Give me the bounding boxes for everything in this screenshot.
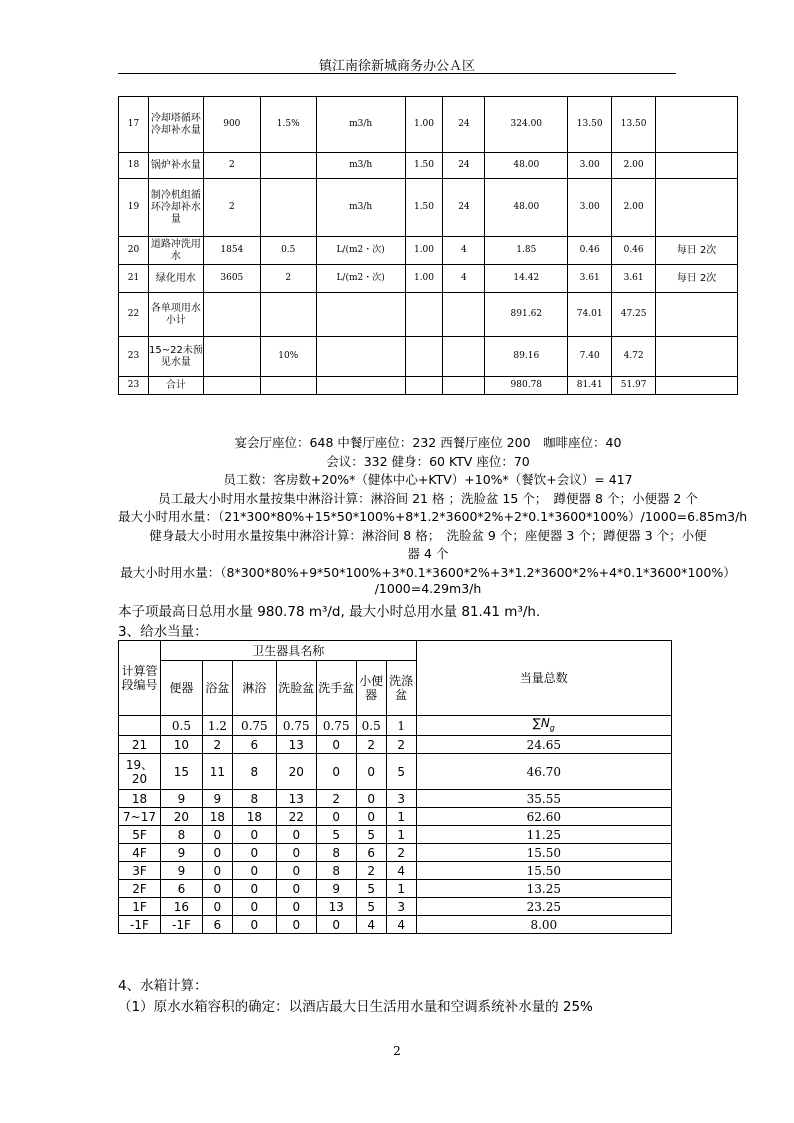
note: [656, 337, 738, 377]
equivalent-total: 15.50: [416, 844, 671, 862]
fixture-count: 0: [276, 880, 316, 898]
daily-usage: 1.85: [485, 237, 568, 265]
segment-id: 7~17: [119, 808, 161, 826]
item-name: 合计: [148, 377, 203, 395]
fixture-count: 0: [316, 754, 356, 790]
fixture-equivalent: 0.5: [160, 716, 202, 736]
quantity: 900: [203, 97, 260, 153]
fixture-count: 8: [232, 790, 276, 808]
unit: m3/h: [316, 97, 405, 153]
row-number: 20: [119, 237, 149, 265]
max-hourly: 13.50: [568, 97, 612, 153]
coefficient: 1.50: [405, 179, 443, 237]
text-line-2: 会议：332 健身：60 KTV 座位：70: [326, 454, 530, 469]
segment-header: 计算管段编号: [119, 641, 161, 716]
fixture-count: 0: [202, 898, 232, 916]
hours: [443, 377, 485, 395]
text-line-7: 器 4 个: [407, 546, 449, 561]
table-row: [119, 377, 738, 395]
fixture-count: 0: [356, 754, 386, 790]
avg-hourly: 2.00: [612, 179, 656, 237]
standard: [260, 153, 316, 179]
fixture-count: 0: [276, 862, 316, 880]
fixture-count: 22: [276, 808, 316, 826]
coefficient: 1.00: [405, 237, 443, 265]
coefficient: [405, 377, 443, 395]
fixture-count: 6: [356, 844, 386, 862]
equivalent-total: 13.25: [416, 880, 671, 898]
fixture-count: 3: [386, 790, 416, 808]
unit: m3/h: [316, 179, 405, 237]
standard: 10%: [260, 337, 316, 377]
segment-id: 2F: [119, 880, 161, 898]
fixture-name: 洗脸盆: [276, 661, 316, 716]
max-hourly: 74.01: [568, 293, 612, 337]
coefficient: 1.50: [405, 153, 443, 179]
table-row: [119, 844, 672, 862]
equivalent-total: 8.00: [416, 916, 671, 934]
fixture-count: 2: [356, 736, 386, 754]
summary-line: 本子项最高日总用水量 980.78 m³/d, 最大小时总用水量 81.41 m³/h.: [118, 604, 541, 620]
equivalent-total: 15.50: [416, 862, 671, 880]
segment-id: 18: [119, 790, 161, 808]
segment-id: -1F: [119, 916, 161, 934]
fixture-count: 0: [316, 916, 356, 934]
fixture-count: 2: [316, 790, 356, 808]
quantity: 2: [203, 153, 260, 179]
fixture-count: -1F: [160, 916, 202, 934]
fixture-count: 0: [232, 844, 276, 862]
fixture-count: 2: [386, 844, 416, 862]
item-name: 绿化用水: [148, 265, 203, 293]
standard: 0.5: [260, 237, 316, 265]
fixture-count: 2: [356, 862, 386, 880]
item-name: 各单项用水小计: [148, 293, 203, 337]
daily-usage: 89.16: [485, 337, 568, 377]
fixture-count: 9: [202, 790, 232, 808]
item-name: 道路冲洗用水: [148, 237, 203, 265]
fixture-count: 8: [316, 844, 356, 862]
fixture-count: 0: [202, 826, 232, 844]
segment-id: 21: [119, 736, 161, 754]
note: [656, 179, 738, 237]
hours: [443, 337, 485, 377]
table-row: [119, 826, 672, 844]
fixture-count: 0: [232, 916, 276, 934]
avg-hourly: 51.97: [612, 377, 656, 395]
table-row: [119, 790, 672, 808]
fixture-equivalent: 0.75: [316, 716, 356, 736]
fixture-group-header: 卫生器具名称: [160, 641, 416, 661]
row-number: 19: [119, 179, 149, 237]
unit: [316, 377, 405, 395]
fixture-name: 便器: [160, 661, 202, 716]
fixture-count: 0: [356, 808, 386, 826]
fixture-count: 6: [232, 736, 276, 754]
table-row: [119, 754, 672, 790]
equivalent-total: 23.25: [416, 898, 671, 916]
fixture-equivalent: 0.75: [232, 716, 276, 736]
avg-hourly: 13.50: [612, 97, 656, 153]
fixture-equivalent: 0.75: [276, 716, 316, 736]
equivalent-total: 24.65: [416, 736, 671, 754]
item-name: 冷却塔循环冷却补水量: [148, 97, 203, 153]
unit: m3/h: [316, 153, 405, 179]
daily-usage: 48.00: [485, 153, 568, 179]
equivalent-total: 46.70: [416, 754, 671, 790]
quantity: 1854: [203, 237, 260, 265]
fixture-count: 6: [160, 880, 202, 898]
fixture-name: 淋浴: [232, 661, 276, 716]
fixture-equivalent: 0.5: [356, 716, 386, 736]
fixture-count: 0: [276, 898, 316, 916]
sum-label: ∑N: [532, 716, 550, 730]
fixture-count: 13: [316, 898, 356, 916]
fixture-count: 0: [276, 844, 316, 862]
max-hourly: 81.41: [568, 377, 612, 395]
fixture-count: 20: [276, 754, 316, 790]
max-hourly: 0.46: [568, 237, 612, 265]
fixture-count: 4: [356, 916, 386, 934]
fixture-name: 洗涤盆: [386, 661, 416, 716]
fixture-count: 3: [386, 898, 416, 916]
fixture-count: 9: [316, 880, 356, 898]
fixture-name: 洗手盆: [316, 661, 356, 716]
fixture-equivalent-table: [118, 640, 672, 934]
fixture-count: 13: [276, 790, 316, 808]
fixture-count: 5: [386, 754, 416, 790]
section-4-item-1: （1）原水水箱容积的确定：以酒店最大日生活用水量和空调系统补水量的 25%: [118, 999, 593, 1015]
fixture-count: 0: [232, 880, 276, 898]
equivalent-total: 62.60: [416, 808, 671, 826]
sum-symbol: [416, 716, 671, 736]
row-number: 18: [119, 153, 149, 179]
daily-usage: 14.42: [485, 265, 568, 293]
note: [656, 153, 738, 179]
fixture-name: 浴盆: [202, 661, 232, 716]
header-rule: [118, 73, 676, 74]
fixture-count: 5: [356, 898, 386, 916]
daily-usage: 980.78: [485, 377, 568, 395]
standard: [260, 179, 316, 237]
coefficient: 1.00: [405, 265, 443, 293]
section-4-heading: 4、水箱计算：: [118, 978, 208, 994]
fixture-count: 8: [316, 862, 356, 880]
fixture-count: 1: [386, 826, 416, 844]
fixture-count: 5: [316, 826, 356, 844]
fixture-count: 2: [202, 736, 232, 754]
hours: 24: [443, 97, 485, 153]
note: [656, 377, 738, 395]
table-row: [119, 153, 738, 179]
coefficient: 1.00: [405, 97, 443, 153]
fixture-count: 9: [160, 844, 202, 862]
text-line-9: /1000=4.29m3/h: [374, 581, 482, 596]
quantity: 3605: [203, 265, 260, 293]
fixture-count: 0: [202, 862, 232, 880]
hours: 4: [443, 265, 485, 293]
fixture-name: 小便器: [356, 661, 386, 716]
avg-hourly: 47.25: [612, 293, 656, 337]
fixture-count: 0: [202, 880, 232, 898]
fixture-count: 11: [202, 754, 232, 790]
text-line-1: 宴会厅座位：648 中餐厅座位：232 西餐厅座位 200 咖啡座位：40: [234, 435, 622, 450]
hours: 24: [443, 179, 485, 237]
text-line-3: 员工数：客房数+20%*（健体中心+KTV）+10%*（餐饮+会议）= 417: [223, 472, 633, 487]
row-number: 17: [119, 97, 149, 153]
fixture-count: 4: [386, 862, 416, 880]
daily-usage: 324.00: [485, 97, 568, 153]
hours: 24: [443, 153, 485, 179]
quantity: [203, 337, 260, 377]
segment-id: 3F: [119, 862, 161, 880]
fixture-count: 0: [232, 898, 276, 916]
coefficient: [405, 337, 443, 377]
water-usage-table: [118, 96, 738, 395]
fixture-count: 13: [276, 736, 316, 754]
table-row: [119, 736, 672, 754]
unit: L/(m2・次): [316, 265, 405, 293]
sum-subscript: g: [549, 723, 555, 733]
fixture-count: 0: [316, 808, 356, 826]
fixture-count: 18: [232, 808, 276, 826]
max-hourly: 7.40: [568, 337, 612, 377]
hours: [443, 293, 485, 337]
fixture-count: 9: [160, 862, 202, 880]
segment-id: 4F: [119, 844, 161, 862]
fixture-count: 5: [356, 880, 386, 898]
fixture-count: 6: [202, 916, 232, 934]
table-row: [119, 862, 672, 880]
fixture-count: 1: [386, 808, 416, 826]
row-number: 21: [119, 265, 149, 293]
table-row: [119, 97, 738, 153]
row-number: 22: [119, 293, 149, 337]
equivalent-label-spacer: [119, 716, 161, 736]
section-3-heading: 3、给水当量：: [118, 624, 208, 640]
fixture-count: 0: [276, 826, 316, 844]
avg-hourly: 4.72: [612, 337, 656, 377]
table-row: [119, 237, 738, 265]
max-hourly: 3.00: [568, 153, 612, 179]
table-row: [119, 265, 738, 293]
fixture-count: 8: [160, 826, 202, 844]
unit: [316, 293, 405, 337]
max-hourly: 3.61: [568, 265, 612, 293]
row-number: 23: [119, 377, 149, 395]
row-number: 23: [119, 337, 149, 377]
fixture-count: 20: [160, 808, 202, 826]
fixture-count: 5: [356, 826, 386, 844]
table-row: [119, 898, 672, 916]
table-row: [119, 337, 738, 377]
avg-hourly: 3.61: [612, 265, 656, 293]
table-row: [119, 880, 672, 898]
note: [656, 293, 738, 337]
table-row: [119, 179, 738, 237]
daily-usage: 48.00: [485, 179, 568, 237]
fixture-equivalent: 1: [386, 716, 416, 736]
table-row: [119, 293, 738, 337]
fixture-count: 0: [232, 826, 276, 844]
text-line-4: 员工最大小时用水量按集中淋浴计算：淋浴间 21 格 ；洗脸盆 15 个； 蹲便器 8 个；小便器 2 个: [158, 491, 698, 506]
fixture-count: 15: [160, 754, 202, 790]
page-number: 2: [393, 1044, 401, 1058]
fixture-count: 18: [202, 808, 232, 826]
note: 每日 2次: [656, 237, 738, 265]
fixture-count: 0: [232, 862, 276, 880]
total-header: 当量总数: [416, 641, 671, 716]
fixture-count: 0: [202, 844, 232, 862]
table-row: [119, 916, 672, 934]
quantity: [203, 377, 260, 395]
fixture-count: 0: [276, 916, 316, 934]
item-name: 制冷机组循环冷却补水量: [148, 179, 203, 237]
note: [656, 97, 738, 153]
fixture-count: 2: [386, 736, 416, 754]
item-name: 15~22未预见水量: [148, 337, 203, 377]
max-hourly: 3.00: [568, 179, 612, 237]
fixture-count: 8: [232, 754, 276, 790]
quantity: 2: [203, 179, 260, 237]
note: 每日 2次: [656, 265, 738, 293]
equivalent-total: 35.55: [416, 790, 671, 808]
hours: 4: [443, 237, 485, 265]
unit: [316, 337, 405, 377]
avg-hourly: 2.00: [612, 153, 656, 179]
fixture-count: 16: [160, 898, 202, 916]
quantity: [203, 293, 260, 337]
standard: [260, 293, 316, 337]
text-line-8: 最大小时用水量：（8*300*80%+9*50*100%+3*0.1*3600*2%+3*1.2*3600*2%+4*0.1*3600*100%）: [120, 565, 736, 580]
segment-id: 19、20: [119, 754, 161, 790]
fixture-count: 1: [386, 880, 416, 898]
daily-usage: 891.62: [485, 293, 568, 337]
table-row: [119, 808, 672, 826]
item-name: 锅炉补水量: [148, 153, 203, 179]
fixture-count: 4: [386, 916, 416, 934]
text-line-6: 健身最大小时用水量按集中淋浴计算：淋浴间 8 格； 洗脸盆 9 个；座便器 3 个；蹲便器 3 个；小便: [149, 528, 707, 543]
avg-hourly: 0.46: [612, 237, 656, 265]
coefficient: [405, 293, 443, 337]
text-line-5: 最大小时用水量：（21*300*80%+15*50*100%+8*1.2*3600*2%+2*0.1*3600*100%）/1000=6.85m3/h: [118, 509, 748, 524]
fixture-count: 10: [160, 736, 202, 754]
standard: 1.5%: [260, 97, 316, 153]
unit: L/(m2・次): [316, 237, 405, 265]
fixture-count: 0: [316, 736, 356, 754]
page-header: 镇江南徐新城商务办公Ａ区: [318, 59, 475, 74]
equivalent-total: 11.25: [416, 826, 671, 844]
fixture-equivalent: 1.2: [202, 716, 232, 736]
segment-id: 1F: [119, 898, 161, 916]
standard: 2: [260, 265, 316, 293]
standard: [260, 377, 316, 395]
segment-id: 5F: [119, 826, 161, 844]
fixture-count: 9: [160, 790, 202, 808]
fixture-count: 0: [356, 790, 386, 808]
